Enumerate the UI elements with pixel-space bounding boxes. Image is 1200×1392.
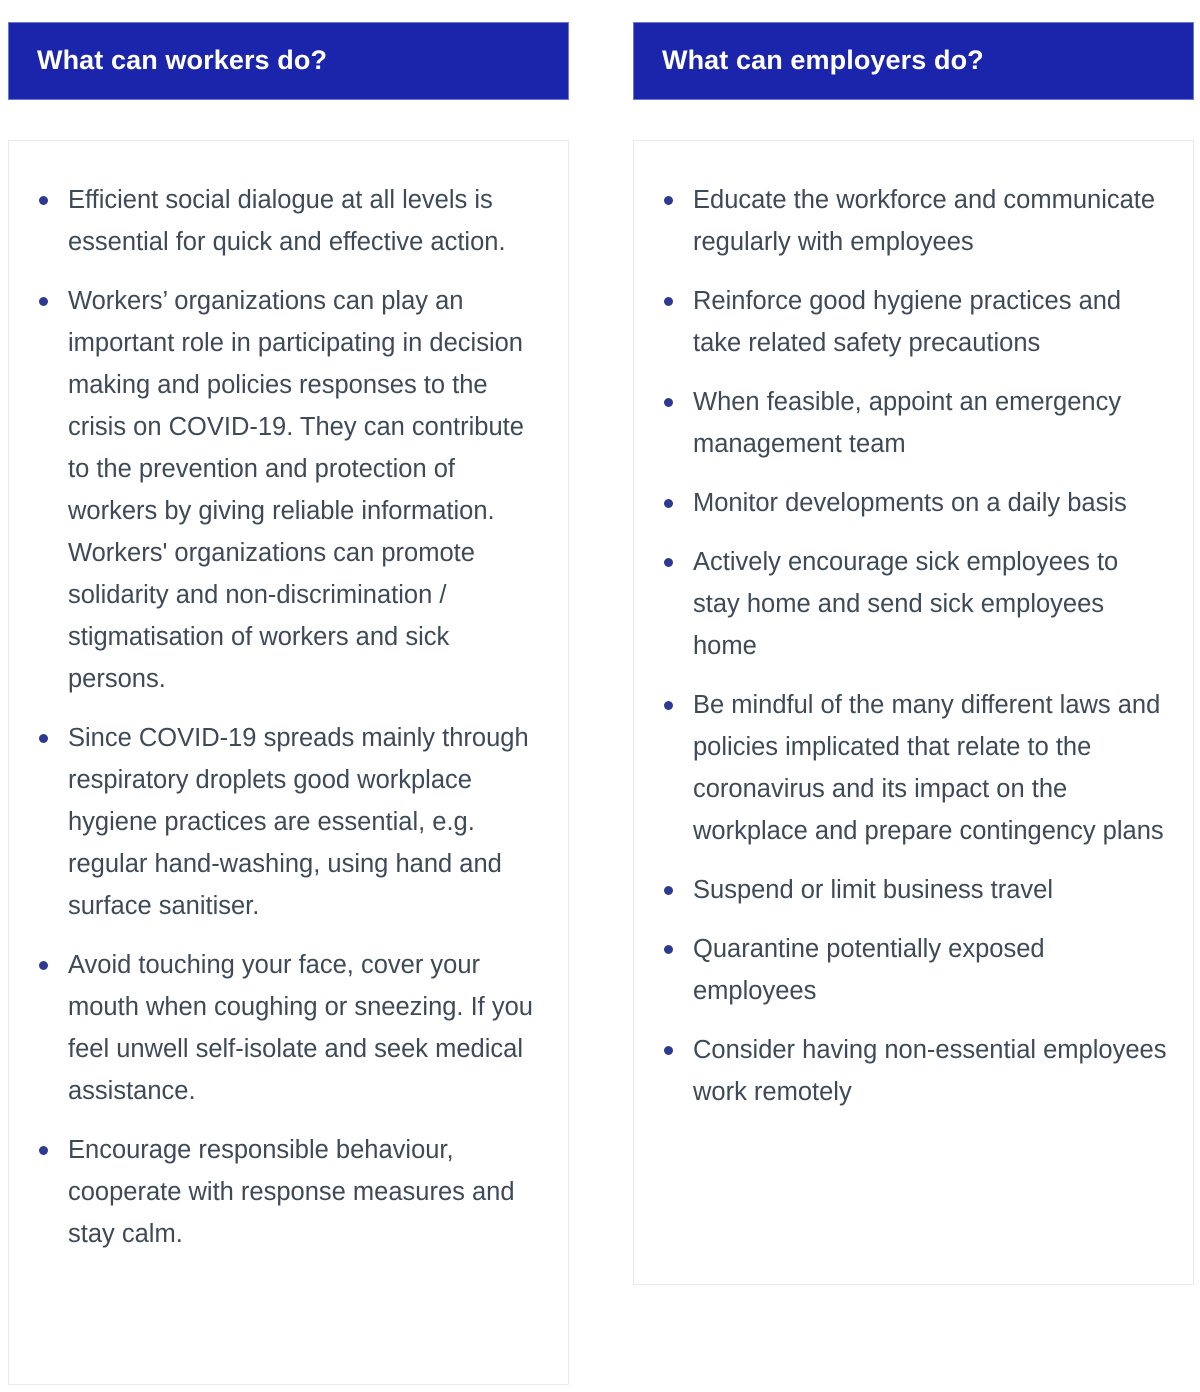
list-item-text: Reinforce good hygiene practices and take related safety precautions — [693, 287, 1122, 357]
employers-panel-title: What can employers do? — [662, 45, 984, 76]
list-item — [658, 1029, 1169, 1113]
workers-panel-header — [8, 22, 569, 100]
list-item-text: Be mindful of the many different laws and policies implicated that relate to the coronavirus and its impact on the workplace and prepare contingency plans — [693, 691, 1164, 845]
list-item — [658, 179, 1169, 263]
bullet-dot-icon — [664, 297, 673, 306]
list-item-text: Encourage responsible behaviour, cooperate with response measures and stay calm. — [68, 1136, 515, 1248]
list-item — [658, 381, 1169, 465]
list-item — [658, 280, 1169, 364]
list-item — [33, 944, 544, 1112]
bullet-dot-icon — [39, 1146, 48, 1155]
bullet-dot-icon — [664, 196, 673, 205]
bullet-dot-icon — [664, 558, 673, 567]
list-item-text: Quarantine potentially exposed employees — [693, 935, 1045, 1005]
list-item — [658, 541, 1169, 667]
workers-panel-title: What can workers do? — [37, 45, 328, 76]
list-item-text: Monitor developments on a daily basis — [693, 489, 1127, 517]
list-item-text: Actively encourage sick employees to stay home and send sick employees home — [693, 548, 1119, 660]
bullet-dot-icon — [39, 196, 48, 205]
employers-column — [633, 0, 1194, 1285]
bullet-dot-icon — [664, 499, 673, 508]
list-item — [33, 717, 544, 927]
list-item — [658, 684, 1169, 852]
employers-panel-header — [633, 22, 1194, 100]
list-item — [33, 1129, 544, 1255]
list-item — [658, 869, 1169, 911]
bullet-dot-icon — [664, 945, 673, 954]
employers-panel-body — [633, 140, 1194, 1285]
list-item-text: When feasible, appoint an emergency management team — [693, 388, 1122, 458]
list-item-text: Efficient social dialogue at all levels is essential for quick and effective action. — [68, 186, 506, 256]
list-item-text: Since COVID-19 spreads mainly through respiratory droplets good workplace hygiene practices are essential, e.g. regular hand-washing, using hand and surface sanitiser. — [68, 724, 529, 920]
list-item-text: Consider having non-essential employees work remotely — [693, 1036, 1167, 1106]
list-item-text: Workers’ organizations can play an important role in participating in decision making and policies responses to the crisis on COVID-19. They can contribute to the prevention and protection of workers by giving reliable information. Workers' organizations can promote solidarity and non-discrimination / stigmatisation of workers and sick persons. — [68, 287, 524, 693]
list-item — [658, 928, 1169, 1012]
bullet-dot-icon — [39, 297, 48, 306]
bullet-dot-icon — [39, 961, 48, 970]
list-item-text: Avoid touching your face, cover your mouth when coughing or sneezing. If you feel unwell self-isolate and seek medical assistance. — [68, 951, 533, 1105]
bullet-dot-icon — [664, 398, 673, 407]
list-item-text: Educate the workforce and communicate regularly with employees — [693, 186, 1156, 256]
workers-bullet-list — [33, 179, 544, 1255]
bullet-dot-icon — [664, 701, 673, 710]
bullet-dot-icon — [664, 886, 673, 895]
workers-panel-body — [8, 140, 569, 1385]
bullet-dot-icon — [39, 734, 48, 743]
list-item — [33, 179, 544, 263]
list-item-text: Suspend or limit business travel — [693, 876, 1054, 904]
employers-bullet-list — [658, 179, 1169, 1113]
list-item — [33, 280, 544, 700]
workers-column — [8, 0, 569, 1385]
bullet-dot-icon — [664, 1046, 673, 1055]
list-item — [658, 482, 1169, 524]
